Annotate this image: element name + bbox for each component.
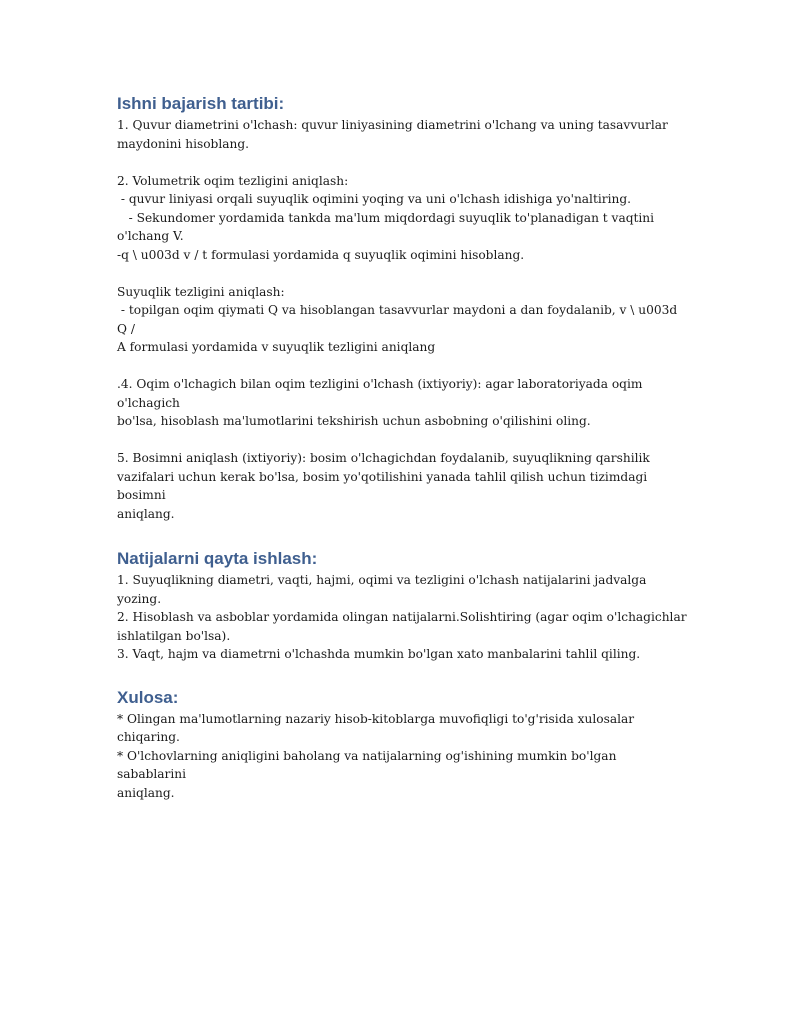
conclusion-line: * O'lchovlarning aniqligini baholang va natijalarning og'ishining mumkin bo'lgan sabablarini: [117, 748, 621, 781]
conclusion-heading: Xulosa:: [117, 687, 179, 707]
procedure-line: maydonini hisoblang.: [117, 136, 250, 151]
processing-line: 3. Vaqt, hajm va diametrni o'lchashda mumkin bo'lgan xato manbalarini tahlil qiling.: [117, 647, 641, 661]
processing-heading: Natijalarni qayta ishlash:: [117, 549, 318, 568]
procedure-line: 1. Quvur diametrini o'lchash: quvur liniyasining diametrini o'lchang va uning tasavvurlar: [117, 118, 668, 132]
procedure-line: -q \ u003d v / t formulasi yordamida q suyuqlik oqimini hisoblang.: [117, 247, 525, 262]
procedure-line: - quvur liniyasi orqali suyuqlik oqimini yoqing va uni o'lchash idishiga yo'naltiring.: [117, 192, 632, 206]
processing-line: 1. Suyuqlikning diametri, vaqti, hajmi, oqimi va tezligini o'lchash natijalarini jadvalga yozing.: [117, 573, 651, 606]
procedure-line: 5. Bosimni aniqlash (ixtiyoriy): bosim o'lchagichdan foydalanib, suyuqlikning qarshilik: [117, 451, 650, 465]
procedure-line: Suyuqlik tezligini aniqlash:: [117, 284, 285, 299]
procedure-line: bo'lsa, hisoblash ma'lumotlarini tekshirish uchun asbobning o'qilishini oling.: [117, 414, 591, 428]
procedure-line: aniqlang.: [117, 506, 175, 521]
procedure-line: A formulasi yordamida v suyuqlik tezligini aniqlang: [117, 340, 436, 354]
processing-line: 2. Hisoblash va asboblar yordamida olingan natijalarni.Solishtiring (agar oqim o'lchagichlar: [117, 610, 687, 624]
document-content: [117, 92, 687, 802]
processing-line: ishlatilgan bo'lsa).: [117, 628, 231, 643]
procedure-line: o'lchang V.: [117, 229, 184, 243]
procedure-line: 2. Volumetrik oqim tezligini aniqlash:: [117, 173, 349, 188]
conclusion-line: aniqlang.: [117, 785, 175, 800]
procedure-line: .4. Oqim o'lchagich bilan oqim tezligini o'lchash (ixtiyoriy): agar laboratoriyada oqim o'lchagich: [117, 377, 647, 410]
procedure-line: - Sekundomer yordamida tankda ma'lum miqdordagi suyuqlik to'planadigan t vaqtini: [117, 210, 655, 225]
conclusion-line: * Olingan ma'lumotlarning nazariy hisob-kitoblarga muvofiqligi to'g'risida xulosalar chiqaring.: [117, 711, 638, 744]
procedure-line: vazifalari uchun kerak bo'lsa, bosim yo'qotilishini yanada tahlil qilish uchun tizimdagi bosimni: [117, 469, 652, 502]
procedure-line: - topilgan oqim qiymati Q va hisoblangan tasavvurlar maydoni a dan foydalanib, v \ u003d Q /: [117, 303, 682, 336]
procedure-heading: Ishni bajarish tartibi:: [117, 94, 285, 113]
